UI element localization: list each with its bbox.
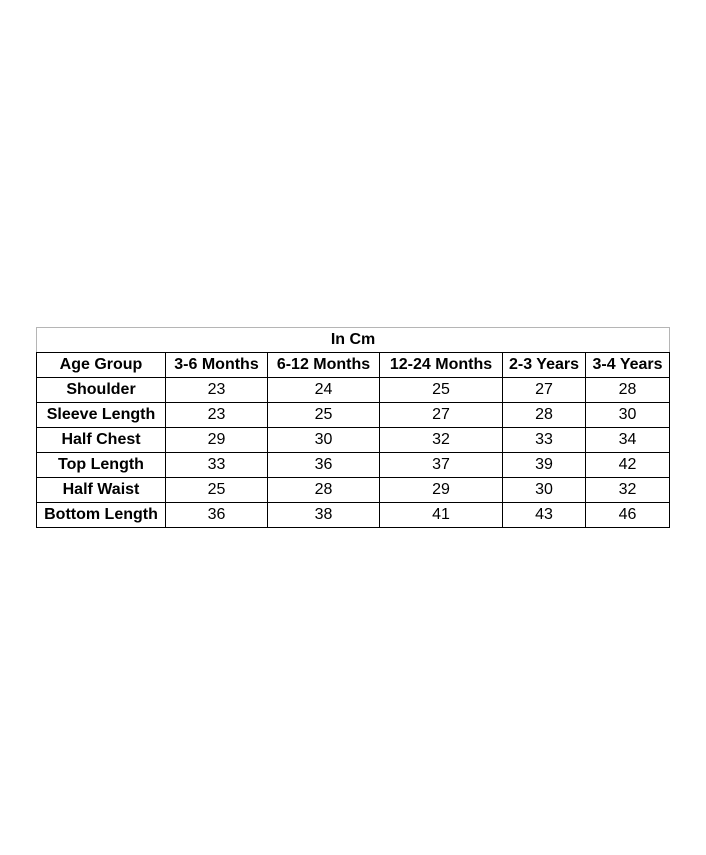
table-cell: 43	[503, 503, 586, 528]
table-cell: 23	[166, 403, 268, 428]
table-cell: 42	[586, 453, 670, 478]
row-label-half-waist: Half Waist	[37, 478, 166, 503]
table-cell: 27	[380, 403, 503, 428]
table-cell: 28	[268, 478, 380, 503]
table-cell: 33	[503, 428, 586, 453]
table-cell: 28	[503, 403, 586, 428]
table-cell: 32	[586, 478, 670, 503]
row-label-half-chest: Half Chest	[37, 428, 166, 453]
table-cell: 36	[166, 503, 268, 528]
table-row	[37, 453, 670, 478]
table-cell: 37	[380, 453, 503, 478]
header-col-12-24-months: 12-24 Months	[380, 353, 503, 378]
table-cell: 38	[268, 503, 380, 528]
table-cell: 24	[268, 378, 380, 403]
table-cell: 34	[586, 428, 670, 453]
table-cell: 30	[586, 403, 670, 428]
header-col-2-3-years: 2-3 Years	[503, 353, 586, 378]
table-row	[37, 403, 670, 428]
table-cell: 46	[586, 503, 670, 528]
table-cell: 39	[503, 453, 586, 478]
size-chart-table	[36, 327, 670, 528]
table-row	[37, 428, 670, 453]
table-cell: 25	[166, 478, 268, 503]
table-cell: 33	[166, 453, 268, 478]
table-cell: 27	[503, 378, 586, 403]
table-cell: 25	[268, 403, 380, 428]
table-cell: 36	[268, 453, 380, 478]
table-cell: 29	[380, 478, 503, 503]
table-cell: 32	[380, 428, 503, 453]
header-col-3-6-months: 3-6 Months	[166, 353, 268, 378]
row-label-sleeve-length: Sleeve Length	[37, 403, 166, 428]
table-row	[37, 503, 670, 528]
table-row	[37, 478, 670, 503]
header-age-group: Age Group	[37, 353, 166, 378]
table-title: In Cm	[37, 328, 670, 353]
row-label-bottom-length: Bottom Length	[37, 503, 166, 528]
table-cell: 25	[380, 378, 503, 403]
table-cell: 30	[503, 478, 586, 503]
table-cell: 30	[268, 428, 380, 453]
title-row	[37, 328, 670, 353]
table-cell: 29	[166, 428, 268, 453]
row-label-top-length: Top Length	[37, 453, 166, 478]
header-row	[37, 353, 670, 378]
table-row	[37, 378, 670, 403]
row-label-shoulder: Shoulder	[37, 378, 166, 403]
header-col-3-4-years: 3-4 Years	[586, 353, 670, 378]
header-col-6-12-months: 6-12 Months	[268, 353, 380, 378]
table-cell: 23	[166, 378, 268, 403]
table-cell: 28	[586, 378, 670, 403]
table-cell: 41	[380, 503, 503, 528]
